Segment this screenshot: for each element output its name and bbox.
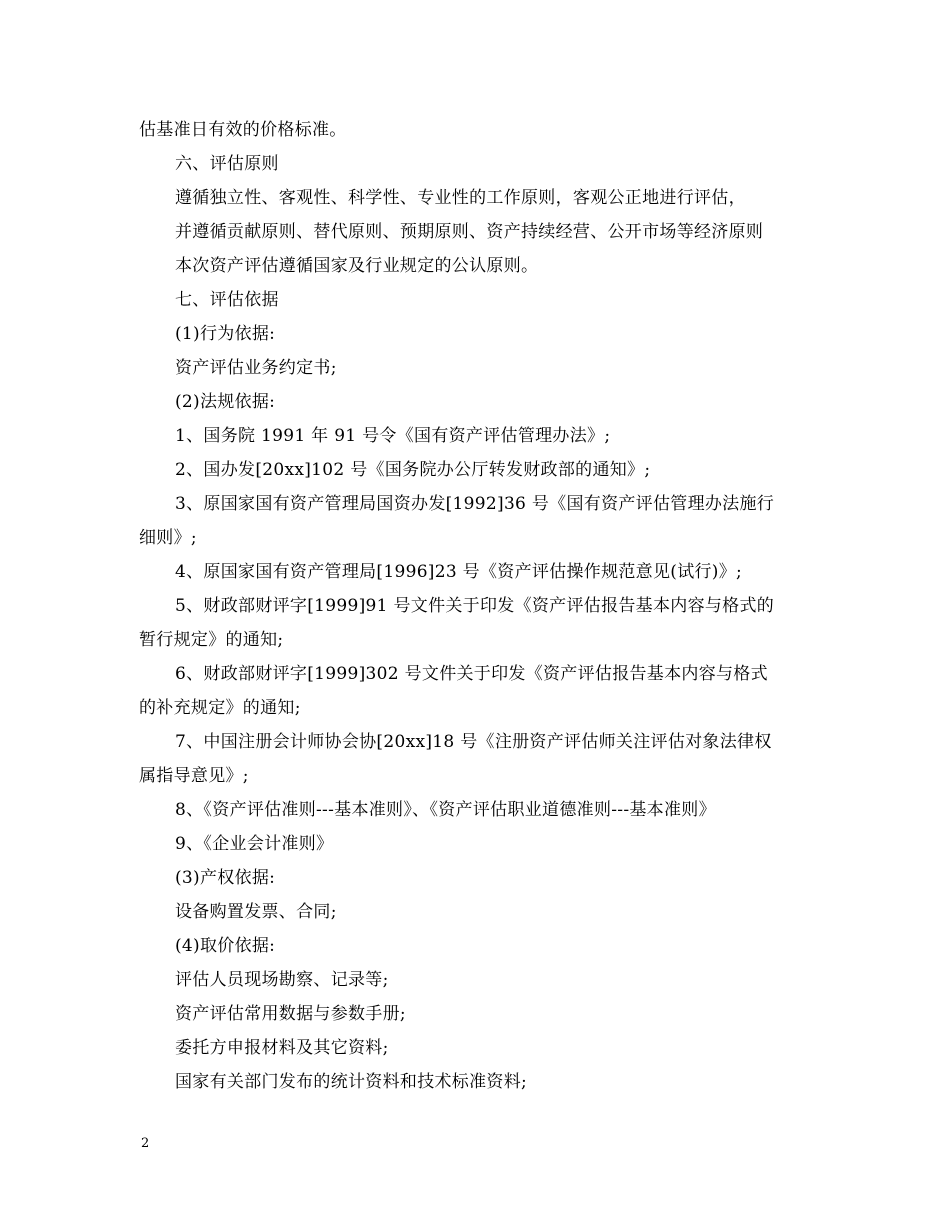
text-line: 1、国务院 1991 年 91 号令《国有资产评估管理办法》; [175,426,611,446]
text-line: 7、中国注册会计师协会协[20xx]18 号《注册资产评估师关注评估对象法律权 [175,732,772,752]
text-line: 的补充规定》的通知; [139,698,301,718]
text-line: 6、财政部财评字[1999]302 号文件关于印发《资产评估报告基本内容与格式 [175,664,768,684]
text-line: 3、原国家国有资产管理局国资办发[1992]36 号《国有资产评估管理办法施行 [175,494,775,514]
text-line: 5、财政部财评字[1999]91 号文件关于印发《资产评估报告基本内容与格式的 [175,596,775,616]
text-line: 4、原国家国有资产管理局[1996]23 号《资产评估操作规范意见(试行)》; [175,562,743,582]
text-line: 2、国办发[20xx]102 号《国务院办公厅转发财政部的通知》; [175,460,651,480]
text-line: (2)法规依据: [175,392,276,412]
text-line: 资产评估业务约定书; [175,358,337,378]
text-line: 国家有关部门发布的统计资料和技术标准资料; [175,1072,528,1092]
text-line: 资产评估常用数据与参数手册; [175,1004,406,1024]
text-line: 本次资产评估遵循国家及行业规定的公认原则。 [175,256,539,276]
text-line: 七、评估依据 [175,290,279,310]
text-line: 属指导意见》; [139,766,249,786]
text-line: 设备购置发票、合同; [175,902,337,922]
text-line: 遵循独立性、客观性、科学性、专业性的工作原则，客观公正地进行评估， [175,188,746,208]
page-number: 2 [141,1136,150,1151]
text-line: 8、《资产评估准则---基本准则》、《资产评估职业道德准则---基本准则》 [175,800,716,820]
text-line: 评估人员现场勘察、记录等; [175,970,389,990]
text-line: 估基准日有效的价格标准。 [139,120,347,140]
text-line: 细则》; [139,528,197,548]
text-line: 暂行规定》的通知; [139,630,284,650]
text-line: (1)行为依据: [175,324,276,344]
text-line: 9、《企业会计准则》 [175,834,334,854]
text-line: (3)产权依据: [175,868,276,888]
text-line: 并遵循贡献原则、替代原则、预期原则、资产持续经营、公开市场等经济原则 [175,222,764,242]
text-line: (4)取价依据: [175,936,276,956]
text-line: 委托方申报材料及其它资料; [175,1038,389,1058]
document-body [139,113,819,1099]
text-line: 六、评估原则 [175,154,279,174]
